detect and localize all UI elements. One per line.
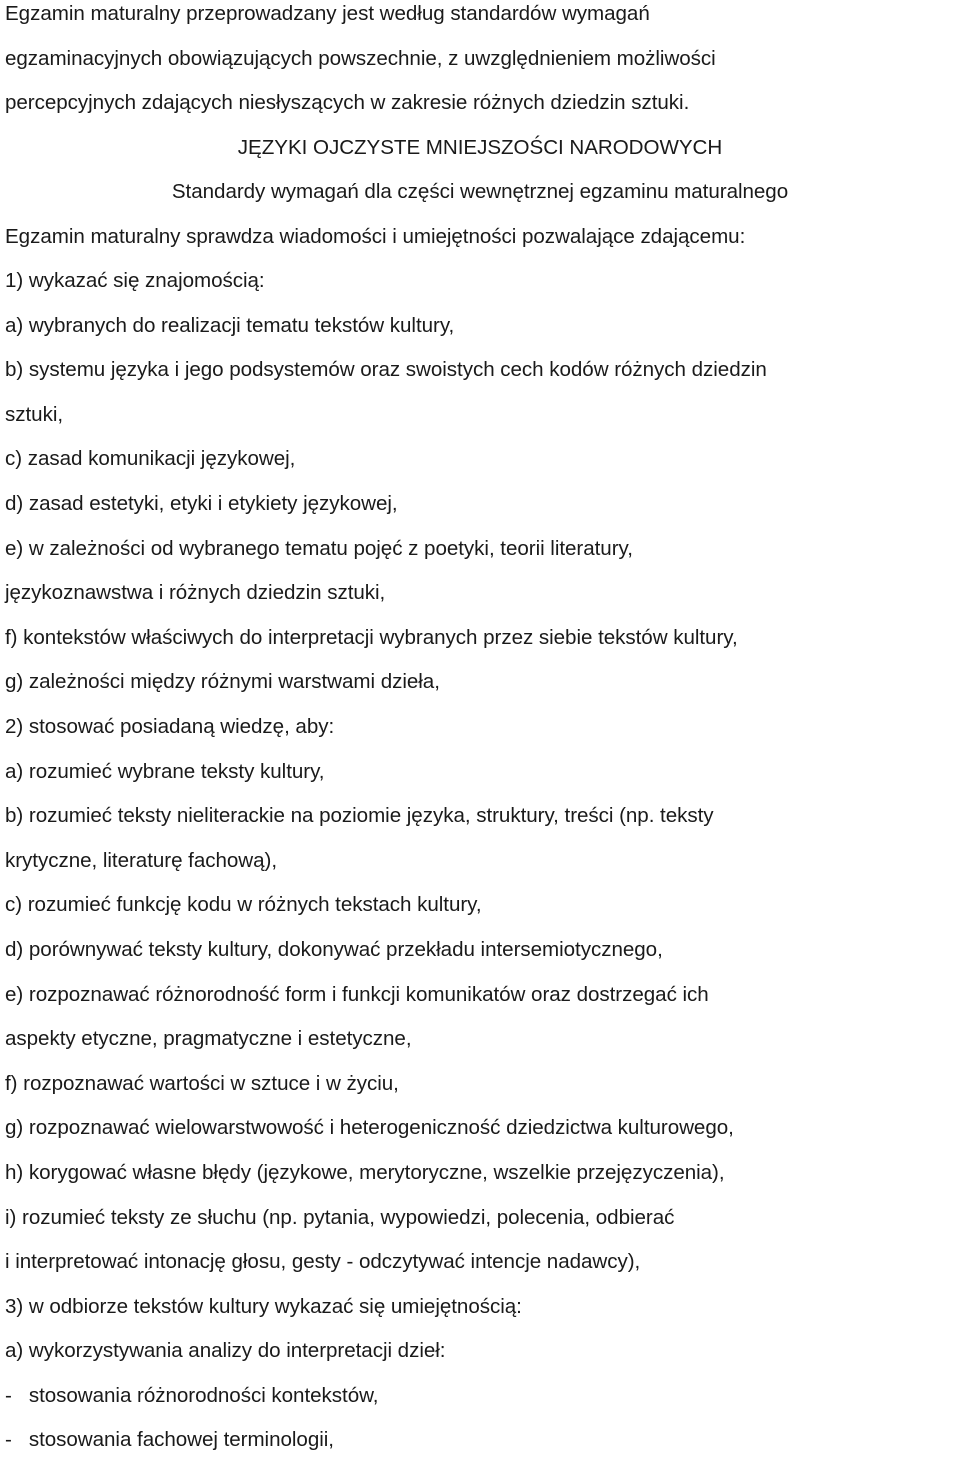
text-line: d) porównywać teksty kultury, dokonywać przekładu intersemiotycznego, xyxy=(5,938,663,961)
text-line: c) zasad komunikacji językowej, xyxy=(5,447,296,470)
text-line: krytyczne, literaturę fachową), xyxy=(5,849,277,872)
text-line: językoznawstwa i różnych dziedzin sztuki, xyxy=(5,581,386,604)
text-line: a) wykorzystywania analizy do interpretacji dzieł: xyxy=(5,1339,446,1362)
text-line: aspekty etyczne, pragmatyczne i estetyczne, xyxy=(5,1027,412,1050)
text-line: d) zasad estetyki, etyki i etykiety językowej, xyxy=(5,492,398,515)
text-line: 2) stosować posiadaną wiedzę, aby: xyxy=(5,715,335,738)
text-line: b) systemu języka i jego podsystemów oraz swoistych cech kodów różnych dziedzin xyxy=(5,358,767,381)
text-line: a) rozumieć wybrane teksty kultury, xyxy=(5,760,325,783)
intro-line-3: percepcyjnych zdających niesłyszących w zakresie różnych dziedzin sztuki. xyxy=(5,91,690,114)
text-line: 3) w odbiorze tekstów kultury wykazać się umiejętnością: xyxy=(5,1295,522,1318)
text-line: e) w zależności od wybranego tematu pojęć z poetyki, teorii literatury, xyxy=(5,537,633,560)
text-line: Egzamin maturalny sprawdza wiadomości i umiejętności pozwalające zdającemu: xyxy=(5,225,746,248)
text-line: g) rozpoznawać wielowarstwowość i heterogeniczność dziedzictwa kulturowego, xyxy=(5,1116,734,1139)
text-line: i interpretować intonację głosu, gesty - odczytywać intencje nadawcy), xyxy=(5,1250,641,1273)
text-line: b) rozumieć teksty nieliterackie na poziomie języka, struktury, treści (np. teksty xyxy=(5,804,714,827)
text-line: i) rozumieć teksty ze słuchu (np. pytania, wypowiedzi, polecenia, odbierać xyxy=(5,1206,675,1229)
section-subheading: Standardy wymagań dla części wewnętrznej egzaminu maturalnego xyxy=(171,180,789,203)
text-line: g) zależności między różnymi warstwami dzieła, xyxy=(5,670,440,693)
text-line: sztuki, xyxy=(5,403,64,426)
list-dash-item: - stosowania różnorodności kontekstów, xyxy=(5,1384,379,1407)
text-line: e) rozpoznawać różnorodność form i funkcji komunikatów oraz dostrzegać ich xyxy=(5,983,709,1006)
text-line: f) kontekstów właściwych do interpretacji wybranych przez siebie tekstów kultury, xyxy=(5,626,738,649)
intro-line-1: Egzamin maturalny przeprowadzany jest według standardów wymagań xyxy=(5,2,650,25)
list-dash-item: - stosowania fachowej terminologii, xyxy=(5,1428,334,1451)
intro-line-2: egzaminacyjnych obowiązujących powszechnie, z uwzględnieniem możliwości xyxy=(5,47,716,70)
text-line: 1) wykazać się znajomością: xyxy=(5,269,265,292)
text-line: f) rozpoznawać wartości w sztuce i w życiu, xyxy=(5,1072,399,1095)
text-line: c) rozumieć funkcję kodu w różnych tekstach kultury, xyxy=(5,893,482,916)
text-line: h) korygować własne błędy (językowe, merytoryczne, wszelkie przejęzyczenia), xyxy=(5,1161,725,1184)
text-line: a) wybranych do realizacji tematu tekstów kultury, xyxy=(5,314,455,337)
section-heading: JĘZYKI OJCZYSTE MNIEJSZOŚCI NARODOWYCH xyxy=(237,136,723,159)
